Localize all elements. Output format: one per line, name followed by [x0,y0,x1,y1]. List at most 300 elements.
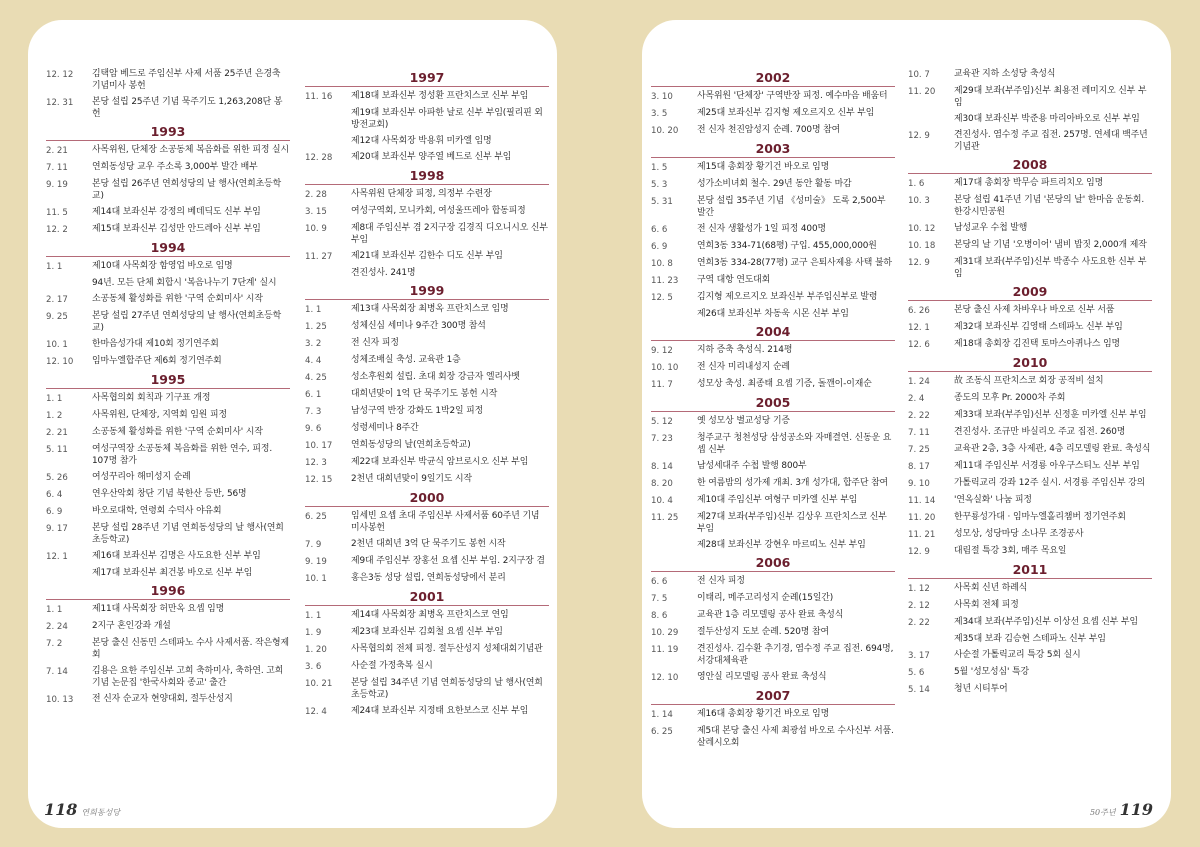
entry-date: 12. 3 [305,458,327,468]
timeline-entry [651,539,895,551]
entry-date: 10. 4 [651,496,673,506]
entry-text: 견진성사. 조규만 바실리오 주교 집전. 260명 [954,427,1126,437]
entry-text: 사목협의회 전체 피정. 절두산성지 성체대회기념관 [351,644,543,654]
entry-text: 제8대 주임신부 겸 2지구장 김경직 디오니시오 신부 부임 [351,223,548,245]
entry-text: 제31대 보좌(부주임)신부 박종수 사도요한 신부 부임 [954,257,1147,279]
timeline-entry [46,96,290,120]
entry-date: 1. 24 [908,377,930,387]
entry-date: 7. 11 [46,163,68,173]
timeline-entry [908,113,1152,125]
entry-date: 10. 12 [908,224,936,234]
entry-text: 본당 설립 35주년 기념 《성미술》 도록 2,500부 발간 [697,196,886,218]
entry-date: 5. 31 [651,197,673,207]
entry-date: 12. 9 [908,547,930,557]
timeline-entry [651,626,895,639]
entry-text: 전 신자 천진암성지 순례. 700명 참여 [697,125,841,135]
entry-date: 12. 15 [305,475,333,485]
entry-text: 임세빈 요셉 초대 주임신부 사제서품 60주년 기념 미사봉헌 [351,511,540,533]
entry-text: 제11대 주임신부 서경룡 아우구스티노 신부 부임 [954,461,1140,471]
entry-text: 가톨릭교리 강좌 12주 실시. 서경룡 주임신부 강의 [954,478,1146,488]
entry-date: 6. 9 [651,242,668,252]
entry-text: 제15대 총회장 황기건 바오로 임명 [697,162,830,172]
entry-date: 1. 12 [908,584,930,594]
entry-text: 견진성사. 김수환 추기경, 염수정 주교 집전. 694명, 서강대체육관 [697,644,894,666]
timeline-entry [305,188,549,201]
timeline-entry [651,274,895,287]
timeline-entry [46,426,290,439]
entry-text: 제16대 총회장 황기건 바오로 임명 [697,709,830,719]
entry-date: 11. 21 [908,530,936,540]
entry-date [305,107,351,108]
entry-date: 2. 22 [908,618,930,628]
entry-text: 여성구역장 소공동체 복음화를 위한 연수, 피정. 107명 참가 [92,444,273,466]
entry-date: 3. 2 [305,339,322,349]
entry-date: 12. 1 [908,323,930,333]
timeline-entry [908,85,1152,109]
entry-text: 교육관 2층, 3층 사제관, 4층 리모델링 완료. 축성식 [954,444,1151,454]
entry-date: 6. 26 [908,306,930,316]
entry-text: 제18대 총회장 김진택 토마스아퀴나스 임명 [954,339,1121,349]
entry-date: 1. 14 [651,710,673,720]
timeline-entry [305,337,549,350]
year-heading: 2006 [651,555,895,572]
entry-date: 10. 9 [305,224,327,234]
entry-text: 2지구 혼인강좌 개설 [92,621,171,631]
timeline-entry [305,609,549,622]
entry-text: 제23대 보좌신부 김회철 요셉 신부 부임 [351,627,503,637]
year-heading: 2003 [651,141,895,158]
entry-text: 제14대 보좌신부 강정의 베데딕도 신부 부임 [92,207,261,217]
entry-date: 11. 16 [305,92,333,102]
timeline-entry [908,599,1152,612]
timeline-entry [651,344,895,357]
entry-text: 전 신자 피정 [351,338,399,348]
entry-date: 2. 17 [46,295,68,305]
entry-text: 본당 설립 26주년 연희성당의 날 행사(연희초등학교) [92,179,282,201]
entry-date: 9. 10 [908,479,930,489]
entry-date: 8. 20 [651,479,673,489]
entry-text: 성모상 축성. 최종태 요셉 기증, 돌깬이-이재순 [697,379,872,389]
entry-date: 11. 14 [908,496,936,506]
entry-text: 소공동체 활성화를 위한 '구역 순회미사' 시작 [92,294,263,304]
timeline-entry [305,320,549,333]
timeline-entry [908,649,1152,662]
timeline-entry [651,178,895,191]
entry-date: 9. 6 [305,424,322,434]
timeline-entry [651,308,895,320]
timeline-entry [305,107,549,131]
timeline-entry [305,660,549,673]
entry-text: 종도의 모후 Pr. 2000차 주회 [954,393,1066,403]
entry-text: 김지형 제오르지오 보좌신부 부주임신부로 발령 [697,292,878,302]
entry-text: 성모상, 성당마당 소나무 조경공사 [954,529,1084,539]
running-title-left: 연희동성당 [81,808,121,817]
year-heading: 2002 [651,70,895,87]
entry-date: 12. 10 [46,357,74,367]
entry-date: 7. 14 [46,667,68,677]
timeline-entry [651,460,895,473]
entry-date: 7. 2 [46,639,63,649]
entry-date: 2. 24 [46,622,68,632]
entry-date: 10. 1 [46,340,68,350]
entry-date: 7. 11 [908,428,930,438]
timeline-entry [651,257,895,270]
entry-date: 6. 6 [651,577,668,587]
timeline-entry [651,609,895,622]
year-heading: 2011 [908,562,1152,579]
entry-date: 3. 5 [651,109,668,119]
entry-text: 옛 성모상 별교성당 기증 [697,416,790,426]
year-heading: 2005 [651,395,895,412]
entry-text: 전 신자 미리내성지 순례 [697,362,790,372]
entry-text: 제10대 사목회장 함영업 바오로 임명 [92,261,233,271]
timeline-entry [908,392,1152,405]
entry-text: 사목회 신년 하례식 [954,583,1028,593]
entry-date: 5. 14 [908,685,930,695]
entry-date: 6. 4 [46,490,63,500]
entry-date: 12. 9 [908,131,930,141]
entry-date: 2. 28 [305,190,327,200]
timeline-entry [305,371,549,384]
entry-date: 10. 21 [305,679,333,689]
timeline-entry [908,426,1152,439]
timeline-entry [46,471,290,484]
year-heading: 2010 [908,355,1152,372]
year-heading: 1995 [46,372,290,389]
year-heading: 1994 [46,240,290,257]
entry-date [305,135,351,136]
timeline-entry [908,194,1152,218]
entry-text: 남성구역 반장 강화도 1박2일 피정 [351,406,484,416]
entry-text: 제28대 보좌신부 강현우 마르띠노 신부 부임 [697,540,866,550]
timeline-entry [651,511,895,535]
entry-text: 한 여름밤의 성가제 개최. 3개 성가대, 합주단 참여 [697,478,889,488]
entry-date: 10. 10 [651,363,679,373]
timeline-entry [46,68,290,92]
entry-text: 성체조배실 축성. 교육관 1층 [351,355,461,365]
entry-text: 사목위원 '단체장' 구역반장 피정. 예수마음 배움터 [697,91,888,101]
entry-date: 9. 19 [46,180,68,190]
entry-text: 이태리, 메주고리성지 순례(15일간) [697,593,834,603]
entry-date: 12. 28 [305,153,333,163]
year-heading: 2009 [908,284,1152,301]
timeline-entry [305,90,549,103]
timeline-entry [651,575,895,588]
entry-text: 바오로대학, 연령회 수덕사 야유회 [92,506,222,516]
entry-date: 10. 29 [651,628,679,638]
timeline-entry [46,223,290,236]
entry-date: 10. 7 [908,70,930,80]
timeline-entry [46,161,290,174]
entry-date: 12. 31 [46,98,74,108]
entry-date: 1. 6 [908,179,925,189]
right-page [642,20,1171,828]
folio-left [44,800,124,819]
entry-text: 제15대 보좌신부 김성만 안드레아 신부 부임 [92,224,261,234]
entry-text: 제19대 보좌신부 아파한 날로 신부 부임(필리핀 외방전교회) [351,108,543,130]
timeline-entry [908,545,1152,558]
entry-date: 10. 8 [651,259,673,269]
timeline-entry [46,505,290,518]
timeline-entry [305,388,549,401]
timeline-entry [908,177,1152,190]
entry-text: 제34대 보좌(부주임)신부 이상선 요셉 신부 부임 [954,617,1138,627]
entry-text: 제22대 보좌신부 박균식 암브로시오 신부 부임 [351,457,529,467]
timeline-entry [651,432,895,456]
entry-date: 10. 17 [305,441,333,451]
entry-text: 영안실 리모델링 공사 완료 축성식 [697,672,827,682]
entry-date: 7. 25 [908,445,930,455]
entry-text: 제21대 보좌신부 김한수 디도 신부 부임 [351,251,503,261]
timeline-entry [305,439,549,452]
timeline-entry [305,538,549,551]
entry-date [908,633,954,634]
timeline-entry [908,239,1152,252]
timeline-entry [908,528,1152,541]
timeline-entry [46,293,290,306]
entry-text: 전 신자 생활성가 1일 피정 400명 [697,224,826,234]
timeline-entry [651,195,895,219]
entry-date [651,539,697,540]
entry-date: 1. 2 [46,411,63,421]
entry-date: 12. 1 [46,552,68,562]
entry-text: 대림절 특강 3회, 매주 목요일 [954,546,1067,556]
timeline-entry [908,256,1152,280]
entry-date: 2. 21 [46,146,68,156]
entry-text: 故 조동식 프란치스코 회장 공적비 설치 [954,376,1104,386]
year-heading: 2001 [305,589,549,606]
entry-date [46,567,92,568]
entry-date: 11. 23 [651,276,679,286]
timeline-column-1 [46,68,290,710]
entry-date: 1. 1 [305,611,322,621]
entry-date: 1. 9 [305,628,322,638]
entry-text: 사목위원, 단체장, 지역회 임원 피정 [92,410,227,420]
year-heading: 1999 [305,283,549,300]
timeline-entry [908,633,1152,645]
entry-date: 12. 5 [651,293,673,303]
timeline-entry [305,643,549,656]
entry-date: 11. 25 [651,513,679,523]
timeline-entry [908,683,1152,696]
entry-text: 본당 출신 신동민 스테파노 수사 사제서품. 작은형제회 [92,638,289,660]
timeline-entry [908,511,1152,524]
entry-text: 제17대 보좌신부 최건봉 바오로 신부 부임 [92,568,253,578]
entry-text: 교육관 지하 소성당 축성식 [954,69,1056,79]
entry-date: 8. 6 [651,611,668,621]
entry-text: 전 신자 순교자 현양대회, 절두산성지 [92,694,233,704]
timeline-entry [305,135,549,147]
entry-date: 6. 25 [651,727,673,737]
timeline-entry [651,708,895,721]
year-heading: 2004 [651,324,895,341]
timeline-entry [651,415,895,428]
timeline-column-2 [305,68,549,722]
timeline-entry [651,124,895,137]
entry-text: 제25대 보좌신부 김지형 제오르지오 신부 부임 [697,108,875,118]
entry-date: 9. 25 [46,312,68,322]
timeline-entry [651,107,895,120]
timeline-entry [46,665,290,689]
timeline-column-3 [651,68,895,753]
entry-text: 연희동성당 교우 주소록 3,000부 발간 배부 [92,162,258,172]
entry-text: 연희동성당의 날(연희초등학교) [351,440,471,450]
timeline-entry [305,422,549,435]
timeline-entry [46,206,290,219]
entry-text: 제16대 보좌신부 김명은 사도요한 신부 부임 [92,551,261,561]
timeline-entry [651,161,895,174]
timeline-entry [651,477,895,490]
timeline-entry [305,303,549,316]
entry-date: 3. 6 [305,662,322,672]
timeline-entry [908,68,1152,81]
entry-date: 3. 10 [651,92,673,102]
entry-text: 94년. 모든 단체 회합시 '복음나누기 7단계' 실시 [92,278,277,288]
timeline-entry [305,456,549,469]
timeline-entry [305,405,549,418]
entry-text: 소공동체 활성화를 위한 '구역 순회미사' 시작 [92,427,263,437]
entry-date: 1. 1 [46,394,63,404]
timeline-entry [651,643,895,667]
entry-text: 제26대 보좌신부 차동욱 시몬 신부 부임 [697,309,849,319]
entry-date: 4. 25 [305,373,327,383]
entry-text: 성체신심 세미나 9주간 300명 참석 [351,321,486,331]
entry-date: 1. 1 [46,262,63,272]
entry-date: 9. 12 [651,346,673,356]
entry-date: 11. 19 [651,645,679,655]
timeline-entry [651,592,895,605]
timeline-entry [46,550,290,563]
timeline-entry [305,677,549,701]
entry-text: 임마누엘합주단 제6회 정기연주회 [92,356,222,366]
entry-date [46,277,92,278]
entry-text: 성가소비녀회 철수. 29년 동안 활동 마감 [697,179,852,189]
entry-text: 사목협의회 회칙과 기구표 개정 [92,393,211,403]
timeline-entry [305,510,549,534]
timeline-entry [651,223,895,236]
timeline-entry [46,260,290,273]
entry-text: 여성꾸리아 해미성지 순례 [92,472,191,482]
entry-text: 제10대 주임신부 여형구 미카엘 신부 부임 [697,495,858,505]
timeline-entry [46,392,290,405]
timeline-entry [46,620,290,633]
entry-date: 10. 18 [908,241,936,251]
entry-date: 12. 4 [305,707,327,717]
entry-date: 6. 1 [305,390,322,400]
timeline-entry [908,321,1152,334]
entry-text: 사순절 가정축복 실시 [351,661,433,671]
entry-text: 청년 시티투어 [954,684,1008,694]
entry-date: 12. 12 [46,70,74,80]
timeline-entry [46,693,290,706]
entry-text: 제20대 보좌신부 양주열 베드로 신부 부임 [351,152,512,162]
timeline-entry [651,378,895,391]
entry-date: 1. 20 [305,645,327,655]
timeline-entry [651,494,895,507]
entry-text: 제11대 사목회장 허만옥 요셉 임명 [92,604,225,614]
timeline-entry [46,522,290,546]
year-heading: 1997 [305,70,549,87]
folio-right [1086,800,1153,819]
entry-text: 제27대 보좌(부주임)신부 김상우 프란치스코 신부 부임 [697,512,887,534]
entry-text: 성소후원회 설립. 초대 회장 강금자 엘리사벳 [351,372,520,382]
entry-date: 5. 11 [46,445,68,455]
entry-text: 제9대 주임신부 장홍선 요셉 신부 부임. 2지구장 겸 [351,556,545,566]
entry-date: 10. 13 [46,695,74,705]
page-number-right: 119 [1119,800,1153,819]
timeline-entry [46,567,290,579]
entry-date: 11. 20 [908,513,936,523]
entry-text: 김택암 베드로 주임신부 사제 서품 25주년 은경축 기념미사 봉헌 [92,69,281,91]
entry-text: 사목회 전체 피정 [954,600,1019,610]
timeline-entry [908,616,1152,629]
entry-text: 제30대 보좌신부 박준용 마리아바오로 신부 부임 [954,114,1140,124]
entry-date: 5. 6 [908,668,925,678]
entry-text: 제35대 보좌 김승현 스테파노 신부 부임 [954,634,1106,644]
timeline-entry [651,291,895,304]
entry-date: 2. 22 [908,411,930,421]
timeline-column-4 [908,68,1152,700]
entry-date: 1. 1 [305,305,322,315]
entry-text: 대희년맞이 1억 단 묵주기도 봉헌 시작 [351,389,498,399]
entry-text: 본당의 날 기념 '오병이어' 냄비 밥짓 2,000개 제작 [954,240,1147,250]
timeline-entry [46,277,290,289]
entry-date: 3. 15 [305,207,327,217]
entry-text: 김용은 요한 주임신부 고희 축하미사, 축하연. 고희기념 논문집 '한국사회와 종교' 출간 [92,666,284,688]
entry-text: 본당 출신 사제 차바우나 바오로 신부 서품 [954,305,1115,315]
entry-text: 본당 설립 25주년 기념 묵주기도 1,263,208단 봉헌 [92,97,283,119]
entry-date [651,308,697,309]
timeline-entry [908,375,1152,388]
entry-date [908,113,954,114]
entry-date: 8. 14 [651,462,673,472]
entry-text: 본당 설립 27주년 연희성당의 날 행사(연희초등학교) [92,311,282,333]
timeline-entry [305,473,549,486]
year-heading: 1993 [46,124,290,141]
entry-text: 제24대 보좌신부 지정태 요한보스코 신부 부임 [351,706,529,716]
entry-text: 견진성사. 241명 [351,268,416,278]
entry-date: 11. 7 [651,380,673,390]
timeline-entry [305,572,549,585]
timeline-entry [908,477,1152,490]
timeline-entry [46,443,290,467]
timeline-entry [908,460,1152,473]
entry-date: 7. 9 [305,540,322,550]
entry-text: 연우산악회 창단 기념 북한산 등반, 56명 [92,489,247,499]
entry-date: 3. 17 [908,651,930,661]
timeline-entry [908,129,1152,153]
entry-text: 전 신자 피정 [697,576,745,586]
entry-text: 5월 '성모성심' 특강 [954,667,1029,677]
entry-text: 견진성사. 염수정 주교 집전. 257명. 연세대 백주년기념관 [954,130,1148,152]
timeline-entry [46,310,290,334]
entry-date: 7. 23 [651,434,673,444]
entry-date: 10. 1 [305,574,327,584]
timeline-entry [46,355,290,368]
timeline-entry [46,144,290,157]
entry-text: 2천년 대희년맞이 9일기도 시작 [351,474,472,484]
entry-date: 10. 20 [651,126,679,136]
timeline-entry [305,222,549,246]
timeline-entry [305,250,549,263]
entry-date: 7. 3 [305,407,322,417]
year-heading: 1998 [305,168,549,185]
entry-date: 2. 21 [46,428,68,438]
timeline-entry [908,666,1152,679]
timeline-entry [305,705,549,718]
entry-date: 11. 5 [46,208,68,218]
running-title-right: 50주년 [1089,808,1116,817]
